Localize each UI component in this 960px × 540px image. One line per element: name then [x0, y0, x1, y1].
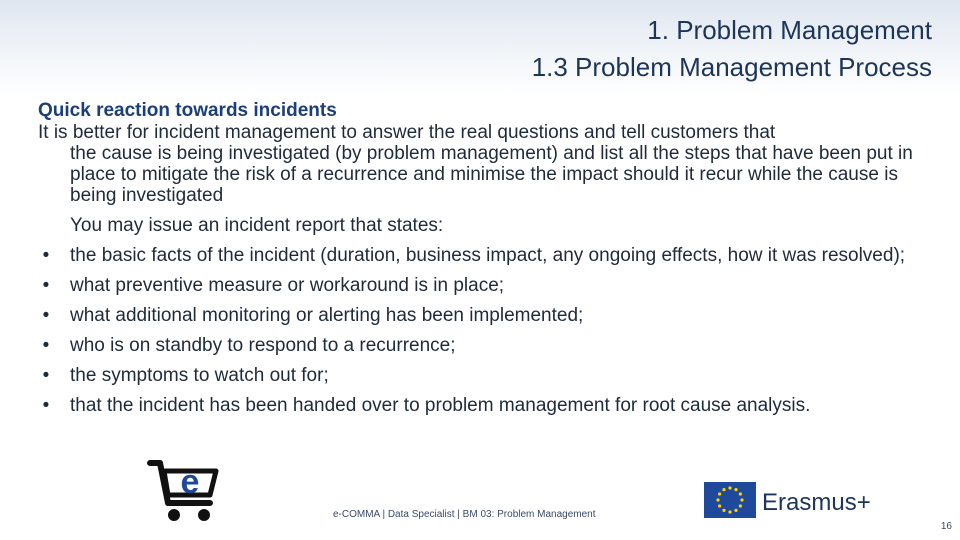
page-number: 16 — [940, 521, 952, 532]
list-item — [38, 395, 938, 416]
slide-body — [38, 100, 938, 416]
slide-title — [532, 12, 932, 86]
erasmus-logo-text: Erasmus+ — [762, 489, 871, 516]
erasmus-logo — [696, 476, 876, 526]
bullet-list — [38, 245, 938, 416]
list-item-text: who is on standby to respond to a recurrence; — [70, 335, 456, 356]
list-item-text: that the incident has been handed over to problem management for root cause analysis. — [70, 395, 811, 416]
ecomma-logo-letter: e — [180, 463, 200, 501]
title-line-2: 1.3 Problem Management Process — [531, 52, 932, 82]
bullet-icon: • — [42, 395, 50, 416]
list-item — [38, 335, 938, 356]
list-item — [38, 275, 938, 296]
list-item — [38, 245, 938, 266]
paragraph-continuation: the cause is being investigated (by problem management) and list all the steps that have been put in place to mitigate the risk of a recurrence and minimise the impact should it recur while the cause is being investigated — [70, 143, 913, 206]
eu-flag-icon — [696, 476, 876, 526]
list-item-text: what additional monitoring or alerting has been implemented; — [70, 305, 584, 326]
list-item-text: the basic facts of the incident (duration, business impact, any ongoing effects, how it was resolved); — [70, 245, 906, 266]
list-item-text: what preventive measure or workaround is in place; — [70, 275, 505, 296]
bullet-icon: • — [42, 335, 50, 356]
section-heading: Quick reaction towards incidents — [38, 100, 337, 121]
bullet-icon: • — [42, 305, 50, 326]
footer-text: e-COMMA | Data Specialist | BM 03: Problem Management — [333, 509, 596, 520]
bullet-icon: • — [42, 245, 50, 266]
list-item-text: the symptoms to watch out for; — [70, 365, 329, 386]
bullet-icon: • — [42, 275, 50, 296]
list-item — [38, 365, 938, 386]
title-line-1: 1. Problem Management — [647, 15, 932, 45]
list-item — [38, 305, 938, 326]
cart-icon — [142, 453, 227, 530]
ecomma-logo — [142, 453, 227, 530]
bullet-icon: • — [42, 365, 50, 386]
list-intro: You may issue an incident report that states: — [70, 215, 444, 236]
paragraph-first-line: It is better for incident management to answer the real questions and tell customers that — [38, 122, 776, 143]
